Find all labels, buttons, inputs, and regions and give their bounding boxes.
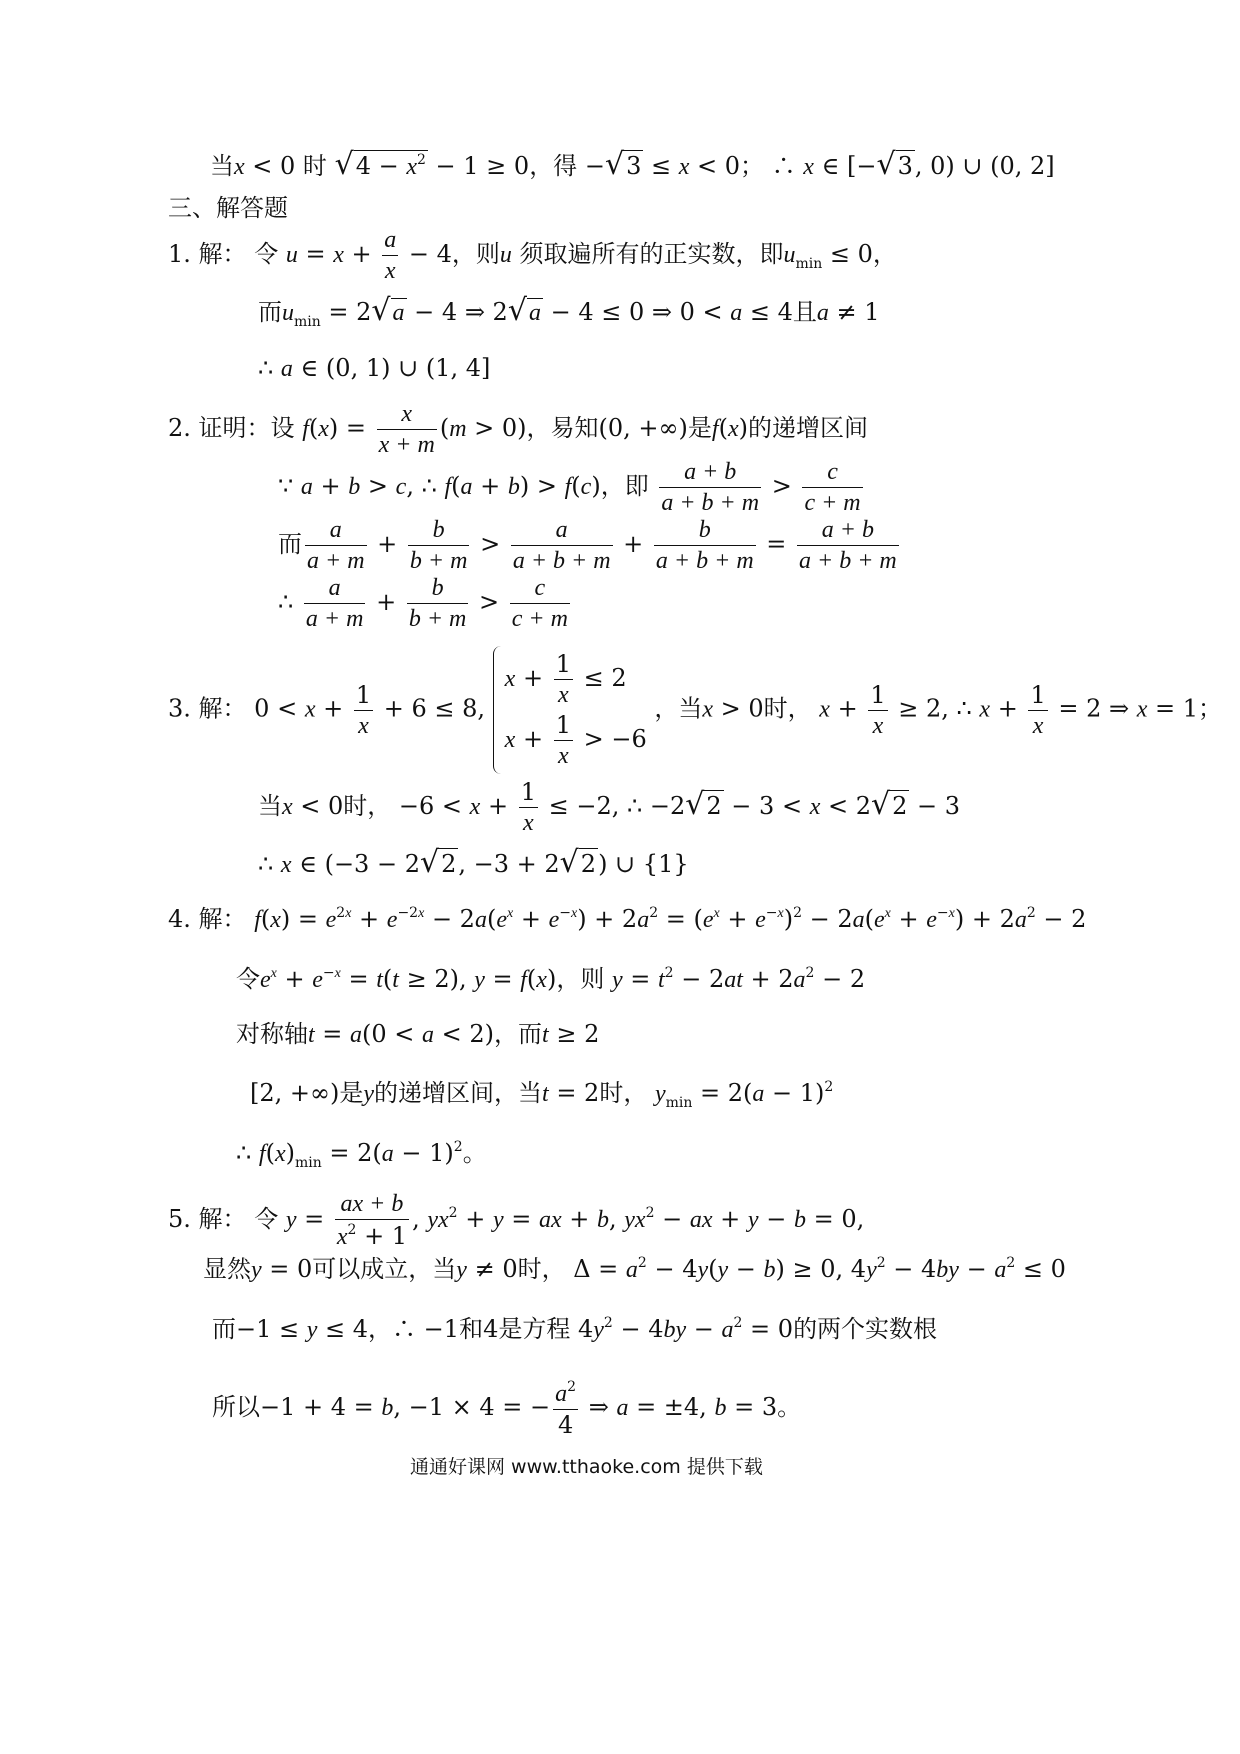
problem-number: 1.	[168, 240, 191, 268]
text-fragment: 当	[210, 152, 234, 180]
text-fragment: 且	[792, 298, 817, 326]
text-fragment: ，即	[600, 472, 649, 500]
text-fragment: 时，	[343, 792, 392, 820]
problem-5-line-1: 5. 解： 令 y = $\frac{ax + b}{x^2 + 1}$ , $yx^2 + y$ = ax + b, $yx^2$ − ax + y − b = 0,	[168, 1191, 865, 1250]
text-fragment: 而	[278, 530, 302, 558]
problem-5-line-2: 显然y = 0可以成立，当y ≠ 0时， $\Delta = a^2 - 4y(y - b) \ge 0$, $4y^2 - 4by - a^2 \le 0$	[203, 1255, 1066, 1283]
text-fragment: 对称轴	[236, 1020, 308, 1048]
problem-label: 解：	[198, 905, 247, 933]
problem-3-line-2: 当x < 0时， −6 < x + $\frac{1}{x}$ ≤ −2, ∴ −2√2 − 3 < x < 2√2 − 3	[258, 778, 961, 836]
text-fragment: 当	[678, 694, 703, 723]
text-fragment: 而	[212, 1315, 236, 1343]
text-fragment: 须取遍所有的正实数，即	[519, 240, 784, 268]
text-fragment: ，得	[529, 152, 578, 180]
text-fragment: ；	[740, 152, 765, 180]
text-fragment: ，则	[556, 965, 605, 993]
problem-number: 5.	[168, 1205, 191, 1233]
text-fragment: 所以	[212, 1393, 260, 1421]
text-fragment: 时，	[599, 1079, 648, 1107]
page-footer: 通通好课网 www.tthaoke.com 提供下载	[410, 1456, 763, 1478]
text-fragment: 。	[462, 1139, 487, 1167]
problem-number: 3.	[168, 694, 191, 723]
problem-4-line-5: ∴ $f(x)_{min} = 2(a - 1)^2$。	[236, 1139, 487, 1171]
text-fragment: 令	[254, 240, 279, 268]
problem-label: 证明：	[198, 414, 271, 442]
text-fragment: 时	[302, 152, 327, 180]
text-fragment: 时，	[517, 1255, 566, 1283]
problem-label: 解：	[198, 694, 247, 723]
problem-4-line-4: [2, +∞)是y的递增区间，当t = 2时， $y_{min} = 2(a - 1)^2$	[250, 1079, 834, 1111]
text-fragment: 是	[339, 1079, 364, 1107]
problem-4-line-3: 对称轴t = a(0 < a < 2)，而t ≥ 2	[236, 1020, 600, 1048]
text-fragment: 的递增区间	[747, 414, 868, 442]
text-fragment: 可以成立，当	[312, 1255, 457, 1283]
text-fragment: 令	[254, 1205, 279, 1233]
problem-number: 2.	[168, 414, 191, 442]
text-fragment: 而	[258, 298, 282, 326]
problem-5-line-4: 所以−1 + 4 = b, −1 × 4 = − $\frac{a^2}{4}$ ⇒ a = ±4, b = 3。	[212, 1379, 802, 1439]
problem-5-line-3: 而−1 ≤ y ≤ 4，∴ −1和4是方程 $4y^2 - 4by - a^2 = 0$的两个实数根	[212, 1315, 938, 1343]
text-fragment: 是方程	[498, 1315, 571, 1343]
problem-2-line-1: 2. 证明：设 f(x) = $\frac{x}{x + m}$ (m > 0)，易知(0, +∞)是f(x)的递增区间	[168, 401, 868, 458]
problem-number: 4.	[168, 905, 191, 933]
text-fragment: 时，	[763, 694, 812, 723]
problem-1-line-2: 而$u_{min} = 2√a - 4$ ⇒ 2√a − 4 ≤ 0 ⇒ 0 < a ≤ 4且a ≠ 1	[258, 293, 880, 330]
text-fragment: 的两个实数根	[793, 1315, 938, 1343]
text-fragment: ，则	[451, 240, 500, 268]
text-fragment: 是	[687, 414, 712, 442]
problem-2-line-2: ∵ a + b > c, ∴ f(a + b) > f(c)，即 $\frac{a + b}{a + b + m}$ > $\frac{c}{c + m}$	[278, 459, 861, 516]
text-fragment: ∴	[771, 152, 796, 180]
text-fragment: 设	[270, 414, 295, 442]
problem-4-line-1: 4. 解： $f(x) = e^{2x} + e^{-2x} - 2a(e^x + e^{-x}) + 2a^2 = (e^x + e^{-x})^2 - 2a(e^x + e^{-x}) + 2a^2 - 2$	[168, 905, 1087, 933]
text-fragment: 和	[459, 1315, 484, 1343]
text-fragment: ，而	[494, 1020, 543, 1048]
text-fragment: ，易知	[526, 414, 599, 442]
problem-2-line-3: 而 $\frac{a}{a + m}$ + $\frac{b}{b + m}$ > $\frac{a}{a + b + m}$ + $\frac{b}{a + b + m}$ = $\frac{a + b}{a + b + m}$	[278, 517, 897, 574]
problem-1-line-1: 1. 解： 令 u = x + $\frac{a}{x}$ − 4，则u 须取遍所有的正实数，即$u_{min} \le 0$，	[168, 227, 897, 284]
problem-2-line-4: ∴ $\frac{a}{a + m}$ + $\frac{b}{b + m}$ > $\frac{c}{c + m}$	[278, 575, 568, 632]
problem-3-line-1: 3. 解： 0 < x + $\frac{1}{x}$ + 6 ≤ 8, x + $\frac{1}{x}$ ≤ 2 x + $\frac{1}{x}$ > −6 ，当x > 0时， x + $\frac{1}{x}$ ≥ 2, ∴ x + $\frac{1}{x}$ = 2 ⇒ x = 1；	[168, 646, 1222, 774]
problem-label: 解：	[198, 240, 247, 268]
text-fragment: 。	[777, 1393, 802, 1421]
text-fragment: 显然	[203, 1255, 251, 1283]
problem-1-line-3: ∴ a ∈ (0, 1) ∪ (1, 4]	[258, 354, 491, 382]
section-title: 三、解答题	[168, 194, 288, 222]
text-fragment: 令	[236, 965, 260, 993]
problem-3-line-3: ∴ x ∈ (−3 − 2√2, −3 + 2√2) ∪ {1}	[258, 845, 689, 880]
text-fragment: 当	[258, 792, 282, 820]
inequality-system: x + $\frac{1}{x}$ ≤ 2 x + $\frac{1}{x}$ > −6	[493, 646, 647, 774]
problem-label: 解：	[198, 1205, 247, 1233]
problem-4-line-2: 令$e^x + e^{-x} = t(t \ge 2)$, y = f(x)，则 $y = t^2 - 2at + 2a^2 - 2$	[236, 965, 866, 993]
text-fragment: 的递增区间，当	[374, 1079, 543, 1107]
top-line: 当x < 0 时 $√4 - x^2 - 1 \ge 0$，得 −√3 ≤ x < 0； ∴ x ∈ [−√3, 0) ∪ (0, 2]	[210, 147, 1055, 182]
